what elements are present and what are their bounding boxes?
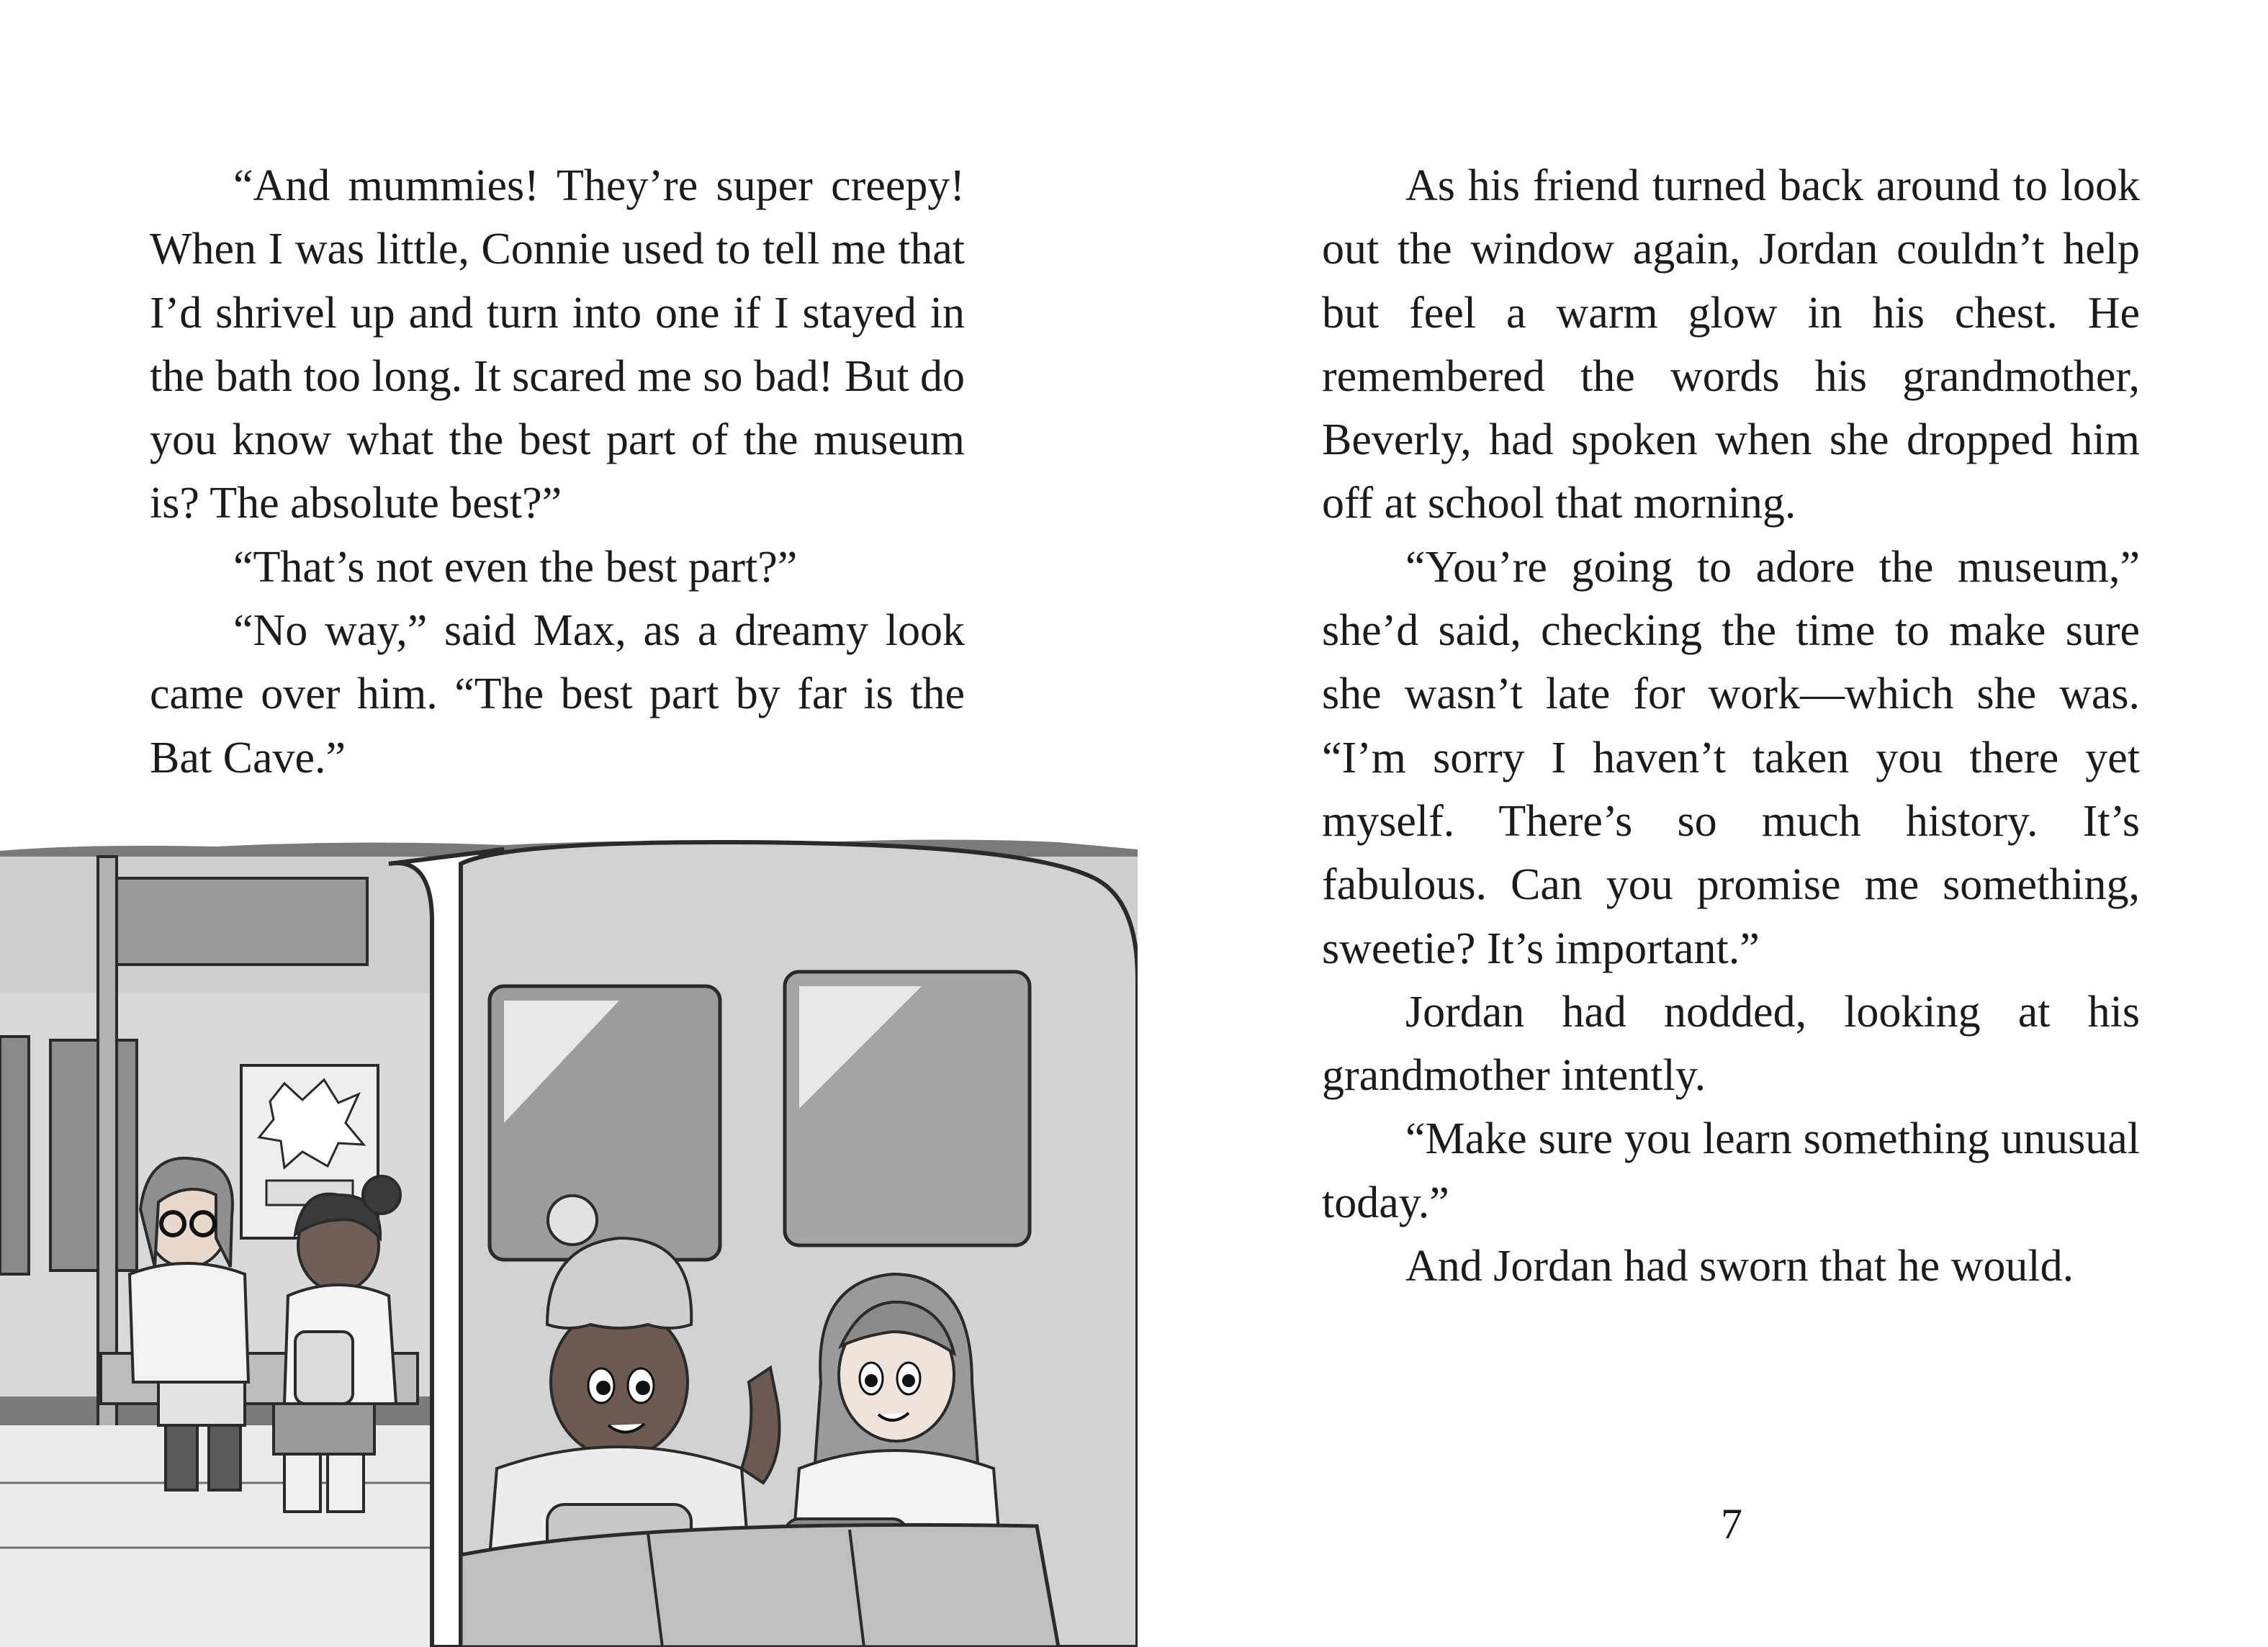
paragraph: Jordan had nodded, looking at his grandmother intently. [1322,987,2140,1101]
paragraph: “And mummies! They’re super creepy! When I was little, Connie used to tell me that I’d shrivel up and turn into one if I stayed in the bath too long. It scared me so bad! But do you know what the best part of the museum is? The absolute best?” [150,161,965,528]
left-page-text [150,154,965,790]
paragraph: “That’s not even the best part?” [233,542,798,592]
paragraph: “Make sure you learn something unusual today.” [1322,1114,2140,1227]
subway-illustration [0,835,1145,1647]
paragraph: As his friend turned back around to look out the window again, Jordan couldn’t help but feel a warm glow in his chest. He remembered the words his grandmother, Beverly, had spoken when she dropped him off at school that morning. [1322,161,2140,528]
paragraph: And Jordan had sworn that he would. [1405,1242,2074,1291]
right-page-text [1322,154,2140,1298]
paragraph: “You’re going to adore the museum,” she’d said, checking the time to make sure she wasn’t late for work—which she was. “I’m sorry I haven’t taken you there yet myself. There’s so much history. It’s fabulous. Can you promise me something, sweetie? It’s important.” [1322,542,2140,973]
page-number: 7 [1721,1500,1742,1548]
paragraph: “No way,” said Max, as a dreamy look came over him. “The best part by far is the Bat Cave.” [150,606,965,782]
